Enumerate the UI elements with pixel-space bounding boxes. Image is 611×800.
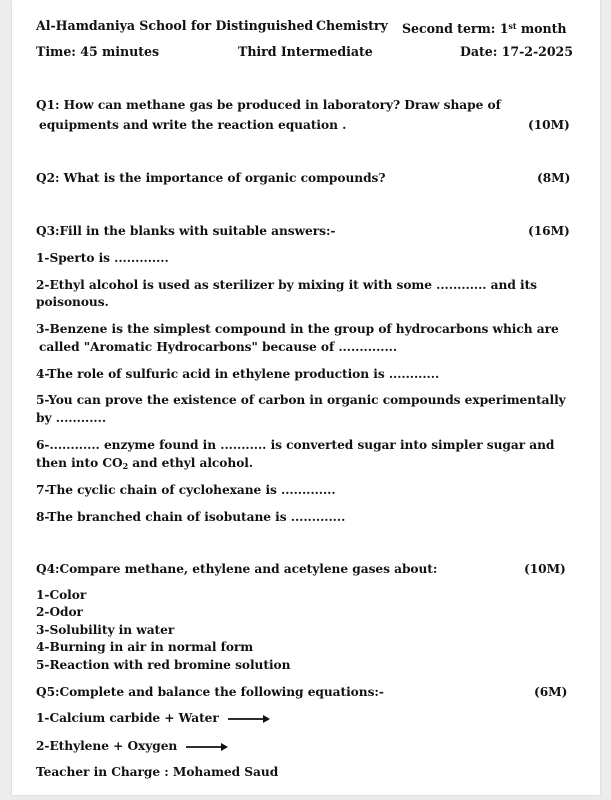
q3-item-6-line1: 6-............ enzyme found in ........... is converted sugar into simpler sugar and [36,438,555,452]
q3-item-8: 8-The branched chain of isobutane is ............. [36,510,346,524]
teacher-in-charge: Teacher in Charge : Mohamed Saud [36,765,279,779]
q2-marks: (8M) [537,171,571,185]
q2-text: Q2: What is the importance of organic compounds? [36,171,386,185]
exam-date: Date: 17-2-2025 [460,44,573,59]
q4-item-1: 1-Color [36,588,87,602]
q3-item-4: 4-The role of sulfuric acid in ethylene production is ............ [36,367,440,381]
q5-equation-1: 1-Calcium carbide + Water [36,710,271,726]
q3-title: Q3:Fill in the blanks with suitable answers:- [36,224,336,238]
q5-marks: (6M) [534,685,568,699]
q3-item-1: 1-Sperto is ............. [36,251,169,265]
exam-time: Time: 45 minutes [36,44,159,59]
q5-equation-2: 2-Ethylene + Oxygen [36,738,229,754]
arrow-right-icon [185,742,229,752]
exam-paper [12,0,600,795]
q1-line2: equipments and write the reaction equation . [39,118,347,132]
q5-title: Q5:Complete and balance the following equations:- [36,685,384,699]
q3-item-2-line2: poisonous. [36,295,109,309]
q3-item-5-line1: 5-You can prove the existence of carbon in organic compounds experimentally [36,393,566,407]
q4-item-2: 2-Odor [36,605,83,619]
q3-item-7: 7-The cyclic chain of cyclohexane is ............. [36,483,336,497]
q3-item-3-line1: 3-Benzene is the simplest compound in the group of hydrocarbons which are [36,322,559,336]
q1-line1: Q1: How can methane gas be produced in laboratory? Draw shape of [36,98,501,112]
q3-marks: (16M) [528,224,570,238]
q3-item-6-line2: then into $CO_2$ and ethyl alcohol. [36,456,254,471]
q4-item-5: 5-Reaction with red bromine solution [36,658,291,672]
q3-item-3-line2: called "Aromatic Hydrocarbons" because of .............. [39,340,398,354]
q1-marks: (10M) [528,118,570,132]
q4-marks: (10M) [524,562,566,576]
q4-item-4: 4-Burning in air in normal form [36,640,254,654]
grade: Third Intermediate [238,44,373,59]
arrow-right-icon [227,714,271,724]
q3-item-2-line1: 2-Ethyl alcohol is used as sterilizer by mixing it with some ............ and its [36,278,537,292]
subject: Chemistry [316,18,388,33]
q4-item-3: 3-Solubility in water [36,623,175,637]
school-name: Al-Hamdaniya School for Distinguished [36,18,314,33]
term: Second term: 1st month [402,21,567,36]
q4-title: Q4:Compare methane, ethylene and acetylene gases about: [36,562,438,576]
q3-item-5-line2: by ............ [36,411,107,425]
